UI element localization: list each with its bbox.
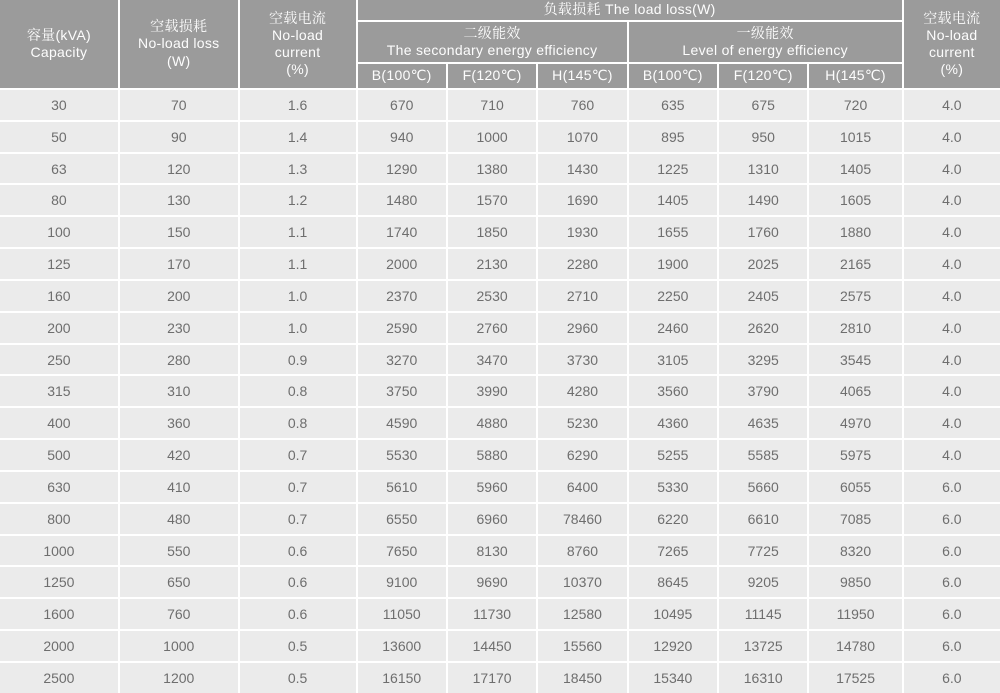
- table-cell: 5880: [448, 440, 536, 470]
- table-cell: 6055: [809, 472, 901, 502]
- col-header-first-level-efficiency: [629, 22, 902, 62]
- table-row: [0, 217, 1000, 247]
- table-cell: 1380: [448, 154, 536, 184]
- table-cell: 6960: [448, 504, 536, 534]
- table-cell: 1655: [629, 217, 717, 247]
- table-cell: 2000: [0, 631, 118, 661]
- table-row: [0, 408, 1000, 438]
- table-cell: 4635: [719, 408, 807, 438]
- col-header-no-load-current-left: [240, 0, 356, 88]
- table-cell: 0.7: [240, 504, 356, 534]
- table-cell: 16150: [358, 663, 446, 693]
- table-row: [0, 472, 1000, 502]
- table-cell: 1740: [358, 217, 446, 247]
- table-cell: 720: [809, 90, 901, 120]
- table-cell: 2810: [809, 313, 901, 343]
- table-cell: 7650: [358, 536, 446, 566]
- table-header: [0, 0, 1000, 88]
- table-cell: 360: [120, 408, 238, 438]
- table-cell: 7085: [809, 504, 901, 534]
- table-cell: 6.0: [904, 472, 1000, 502]
- table-cell: 4065: [809, 376, 901, 406]
- table-cell: 7265: [629, 536, 717, 566]
- table-cell: 2370: [358, 281, 446, 311]
- table-row: [0, 504, 1000, 534]
- table-cell: 650: [120, 567, 238, 597]
- secondary-efficiency-zh: 二级能效: [463, 24, 521, 41]
- table-cell: 200: [0, 313, 118, 343]
- table-cell: 120: [120, 154, 238, 184]
- table-cell: 8760: [538, 536, 626, 566]
- table-cell: 13600: [358, 631, 446, 661]
- table-cell: 13725: [719, 631, 807, 661]
- first-level-efficiency-zh: 一级能效: [736, 24, 794, 41]
- table-cell: 16310: [719, 663, 807, 693]
- table-cell: 5660: [719, 472, 807, 502]
- table-cell: 0.5: [240, 663, 356, 693]
- table-cell: 1.3: [240, 154, 356, 184]
- table-cell: 50: [0, 122, 118, 152]
- table-cell: 315: [0, 376, 118, 406]
- table-row: [0, 313, 1000, 343]
- table-cell: 1405: [809, 154, 901, 184]
- table-cell: 15340: [629, 663, 717, 693]
- table-cell: 1880: [809, 217, 901, 247]
- table-cell: 125: [0, 249, 118, 279]
- table-cell: 5610: [358, 472, 446, 502]
- table-cell: 1225: [629, 154, 717, 184]
- table-row: [0, 536, 1000, 566]
- table-cell: 6.0: [904, 567, 1000, 597]
- table-cell: 250: [0, 345, 118, 375]
- table-cell: 950: [719, 122, 807, 152]
- table-cell: 2250: [629, 281, 717, 311]
- table-cell: 550: [120, 536, 238, 566]
- table-cell: 4.0: [904, 313, 1000, 343]
- table-cell: 500: [0, 440, 118, 470]
- col-header-temp-f120-secondary: F(120℃): [448, 64, 536, 88]
- table-cell: 5255: [629, 440, 717, 470]
- table-cell: 6290: [538, 440, 626, 470]
- table-cell: 70: [120, 90, 238, 120]
- table-cell: 5975: [809, 440, 901, 470]
- table-cell: 10370: [538, 567, 626, 597]
- table-cell: 1900: [629, 249, 717, 279]
- table-cell: 0.9: [240, 345, 356, 375]
- table-cell: 14450: [448, 631, 536, 661]
- secondary-efficiency-en: The secondary energy efficiency: [386, 42, 598, 58]
- table-cell: 4.0: [904, 376, 1000, 406]
- table-cell: 1.0: [240, 281, 356, 311]
- table-cell: 1600: [0, 599, 118, 629]
- table-cell: 0.8: [240, 376, 356, 406]
- table-cell: 4.0: [904, 217, 1000, 247]
- table-cell: 15560: [538, 631, 626, 661]
- table-row: [0, 663, 1000, 693]
- table-cell: 480: [120, 504, 238, 534]
- table-cell: 1690: [538, 185, 626, 215]
- table-cell: 3270: [358, 345, 446, 375]
- table-cell: 6.0: [904, 536, 1000, 566]
- table-cell: 895: [629, 122, 717, 152]
- col-header-load-loss: 负载损耗 The load loss(W): [358, 0, 902, 20]
- table-cell: 4880: [448, 408, 536, 438]
- table-cell: 760: [538, 90, 626, 120]
- table-row: [0, 631, 1000, 661]
- table-cell: 9850: [809, 567, 901, 597]
- table-cell: 78460: [538, 504, 626, 534]
- table-cell: 6610: [719, 504, 807, 534]
- table-cell: 280: [120, 345, 238, 375]
- table-row: [0, 249, 1000, 279]
- table-cell: 1430: [538, 154, 626, 184]
- table-cell: 1015: [809, 122, 901, 152]
- table-cell: 410: [120, 472, 238, 502]
- table-cell: 1570: [448, 185, 536, 215]
- table-cell: 630: [0, 472, 118, 502]
- table-cell: 1.2: [240, 185, 356, 215]
- table-cell: 0.5: [240, 631, 356, 661]
- table-cell: 2590: [358, 313, 446, 343]
- table-cell: 7725: [719, 536, 807, 566]
- table-cell: 2530: [448, 281, 536, 311]
- table-cell: 9690: [448, 567, 536, 597]
- col-header-no-load-loss-en: No-load loss: [138, 35, 220, 52]
- table-cell: 710: [448, 90, 536, 120]
- table-cell: 4.0: [904, 281, 1000, 311]
- table-cell: 2500: [0, 663, 118, 693]
- table-cell: 3790: [719, 376, 807, 406]
- col-header-temp-f120-first: F(120℃): [719, 64, 807, 88]
- table-cell: 80: [0, 185, 118, 215]
- table-cell: 90: [120, 122, 238, 152]
- table-cell: 0.7: [240, 472, 356, 502]
- table-cell: 200: [120, 281, 238, 311]
- no-load-current-right-zh: 空载电流: [923, 9, 981, 26]
- table-cell: 2025: [719, 249, 807, 279]
- table-cell: 11145: [719, 599, 807, 629]
- table-cell: 14780: [809, 631, 901, 661]
- table-cell: 5585: [719, 440, 807, 470]
- table-cell: 2165: [809, 249, 901, 279]
- table-cell: 3295: [719, 345, 807, 375]
- table-cell: 1.0: [240, 313, 356, 343]
- table-cell: 6.0: [904, 631, 1000, 661]
- table-cell: 170: [120, 249, 238, 279]
- no-load-current-right-unit: (%): [940, 61, 964, 78]
- table-row: [0, 185, 1000, 215]
- table-cell: 1310: [719, 154, 807, 184]
- table-cell: 130: [120, 185, 238, 215]
- table-row: [0, 154, 1000, 184]
- col-header-capacity: [0, 0, 118, 88]
- table-row: [0, 376, 1000, 406]
- table-cell: 1480: [358, 185, 446, 215]
- table-cell: 4.0: [904, 440, 1000, 470]
- table-cell: 3105: [629, 345, 717, 375]
- no-load-current-left-zh: 空载电流: [268, 9, 327, 26]
- no-load-current-left-en1: No-load: [272, 26, 324, 43]
- table-cell: 4.0: [904, 408, 1000, 438]
- table-cell: 1070: [538, 122, 626, 152]
- table-cell: 2960: [538, 313, 626, 343]
- first-level-efficiency-en: Level of energy efficiency: [682, 42, 848, 58]
- table-cell: 6.0: [904, 599, 1000, 629]
- table-cell: 4.0: [904, 185, 1000, 215]
- table-row: [0, 345, 1000, 375]
- table-cell: 635: [629, 90, 717, 120]
- table-row: [0, 281, 1000, 311]
- table-cell: 17170: [448, 663, 536, 693]
- col-header-temp-b100-first: B(100℃): [629, 64, 717, 88]
- table-cell: 1290: [358, 154, 446, 184]
- no-load-current-right-en1: No-load: [926, 26, 978, 43]
- table-cell: 420: [120, 440, 238, 470]
- table-cell: 1250: [0, 567, 118, 597]
- col-header-no-load-loss: [120, 0, 238, 88]
- table-cell: 400: [0, 408, 118, 438]
- table-cell: 1000: [120, 631, 238, 661]
- table-cell: 2460: [629, 313, 717, 343]
- table-cell: 1.4: [240, 122, 356, 152]
- table-cell: 11050: [358, 599, 446, 629]
- table-cell: 63: [0, 154, 118, 184]
- col-header-secondary-efficiency: [358, 22, 627, 62]
- no-load-current-right-en2: current: [929, 44, 975, 60]
- table-cell: 4.0: [904, 122, 1000, 152]
- table-cell: 1930: [538, 217, 626, 247]
- table-cell: 0.6: [240, 536, 356, 566]
- table-cell: 8645: [629, 567, 717, 597]
- table-cell: 5330: [629, 472, 717, 502]
- table-cell: 12580: [538, 599, 626, 629]
- table-cell: 4360: [629, 408, 717, 438]
- table-cell: 2130: [448, 249, 536, 279]
- table-cell: 4590: [358, 408, 446, 438]
- table-cell: 3560: [629, 376, 717, 406]
- table-cell: 940: [358, 122, 446, 152]
- table-row: [0, 599, 1000, 629]
- table-cell: 2620: [719, 313, 807, 343]
- col-header-no-load-loss-unit: (W): [167, 52, 191, 69]
- table-cell: 6.0: [904, 663, 1000, 693]
- table-cell: 675: [719, 90, 807, 120]
- table-body: [0, 90, 1000, 693]
- table-cell: 160: [0, 281, 118, 311]
- table-cell: 0.7: [240, 440, 356, 470]
- col-header-temp-h145-first: H(145℃): [809, 64, 901, 88]
- table-row: [0, 122, 1000, 152]
- no-load-current-left-en2: current: [274, 44, 321, 60]
- table-row: [0, 440, 1000, 470]
- table-cell: 4.0: [904, 249, 1000, 279]
- table-cell: 0.6: [240, 599, 356, 629]
- col-header-capacity-zh: 容量(kVA): [26, 26, 91, 43]
- table-cell: 100: [0, 217, 118, 247]
- table-cell: 11950: [809, 599, 901, 629]
- table-cell: 5960: [448, 472, 536, 502]
- table-cell: 1000: [0, 536, 118, 566]
- no-load-current-left-unit: (%): [286, 61, 309, 78]
- col-header-temp-b100-secondary: B(100℃): [358, 64, 446, 88]
- table-cell: 3990: [448, 376, 536, 406]
- table-cell: 2000: [358, 249, 446, 279]
- table-cell: 1.6: [240, 90, 356, 120]
- table-cell: 4.0: [904, 154, 1000, 184]
- table-cell: 6400: [538, 472, 626, 502]
- table-cell: 9100: [358, 567, 446, 597]
- table-cell: 800: [0, 504, 118, 534]
- table-cell: 1605: [809, 185, 901, 215]
- table-cell: 310: [120, 376, 238, 406]
- table-cell: 3545: [809, 345, 901, 375]
- table-cell: 10495: [629, 599, 717, 629]
- table-cell: 6550: [358, 504, 446, 534]
- table-cell: 4.0: [904, 90, 1000, 120]
- table-cell: 3750: [358, 376, 446, 406]
- table-cell: 670: [358, 90, 446, 120]
- table-cell: 6220: [629, 504, 717, 534]
- table-cell: 1.1: [240, 249, 356, 279]
- col-header-no-load-loss-zh: 空载损耗: [150, 18, 208, 35]
- table-cell: 1850: [448, 217, 536, 247]
- table-cell: 2280: [538, 249, 626, 279]
- table-cell: 30: [0, 90, 118, 120]
- table-cell: 9205: [719, 567, 807, 597]
- table-cell: 4970: [809, 408, 901, 438]
- table-cell: 3730: [538, 345, 626, 375]
- table-cell: 2575: [809, 281, 901, 311]
- table-cell: 12920: [629, 631, 717, 661]
- header-row-1: [0, 0, 1000, 20]
- table-cell: 1200: [120, 663, 238, 693]
- table-cell: 1405: [629, 185, 717, 215]
- col-header-temp-h145-secondary: H(145℃): [538, 64, 626, 88]
- table-cell: 2760: [448, 313, 536, 343]
- table-cell: 0.8: [240, 408, 356, 438]
- table-cell: 760: [120, 599, 238, 629]
- table-row: [0, 90, 1000, 120]
- table-cell: 18450: [538, 663, 626, 693]
- table-cell: 1490: [719, 185, 807, 215]
- table-cell: 1.1: [240, 217, 356, 247]
- table-cell: 4.0: [904, 345, 1000, 375]
- table-cell: 17525: [809, 663, 901, 693]
- table-cell: 11730: [448, 599, 536, 629]
- table-cell: 0.6: [240, 567, 356, 597]
- col-header-no-load-current-right: [904, 0, 1000, 88]
- table-cell: 1000: [448, 122, 536, 152]
- table-cell: 1760: [719, 217, 807, 247]
- table-cell: 8130: [448, 536, 536, 566]
- table-cell: 2710: [538, 281, 626, 311]
- table-cell: 5230: [538, 408, 626, 438]
- table-cell: 8320: [809, 536, 901, 566]
- col-header-capacity-en: Capacity: [30, 44, 88, 60]
- table-cell: 230: [120, 313, 238, 343]
- table-cell: 2405: [719, 281, 807, 311]
- table-row: [0, 567, 1000, 597]
- table-cell: 5530: [358, 440, 446, 470]
- table-cell: 3470: [448, 345, 536, 375]
- table-cell: 150: [120, 217, 238, 247]
- table-cell: 6.0: [904, 504, 1000, 534]
- table-cell: 4280: [538, 376, 626, 406]
